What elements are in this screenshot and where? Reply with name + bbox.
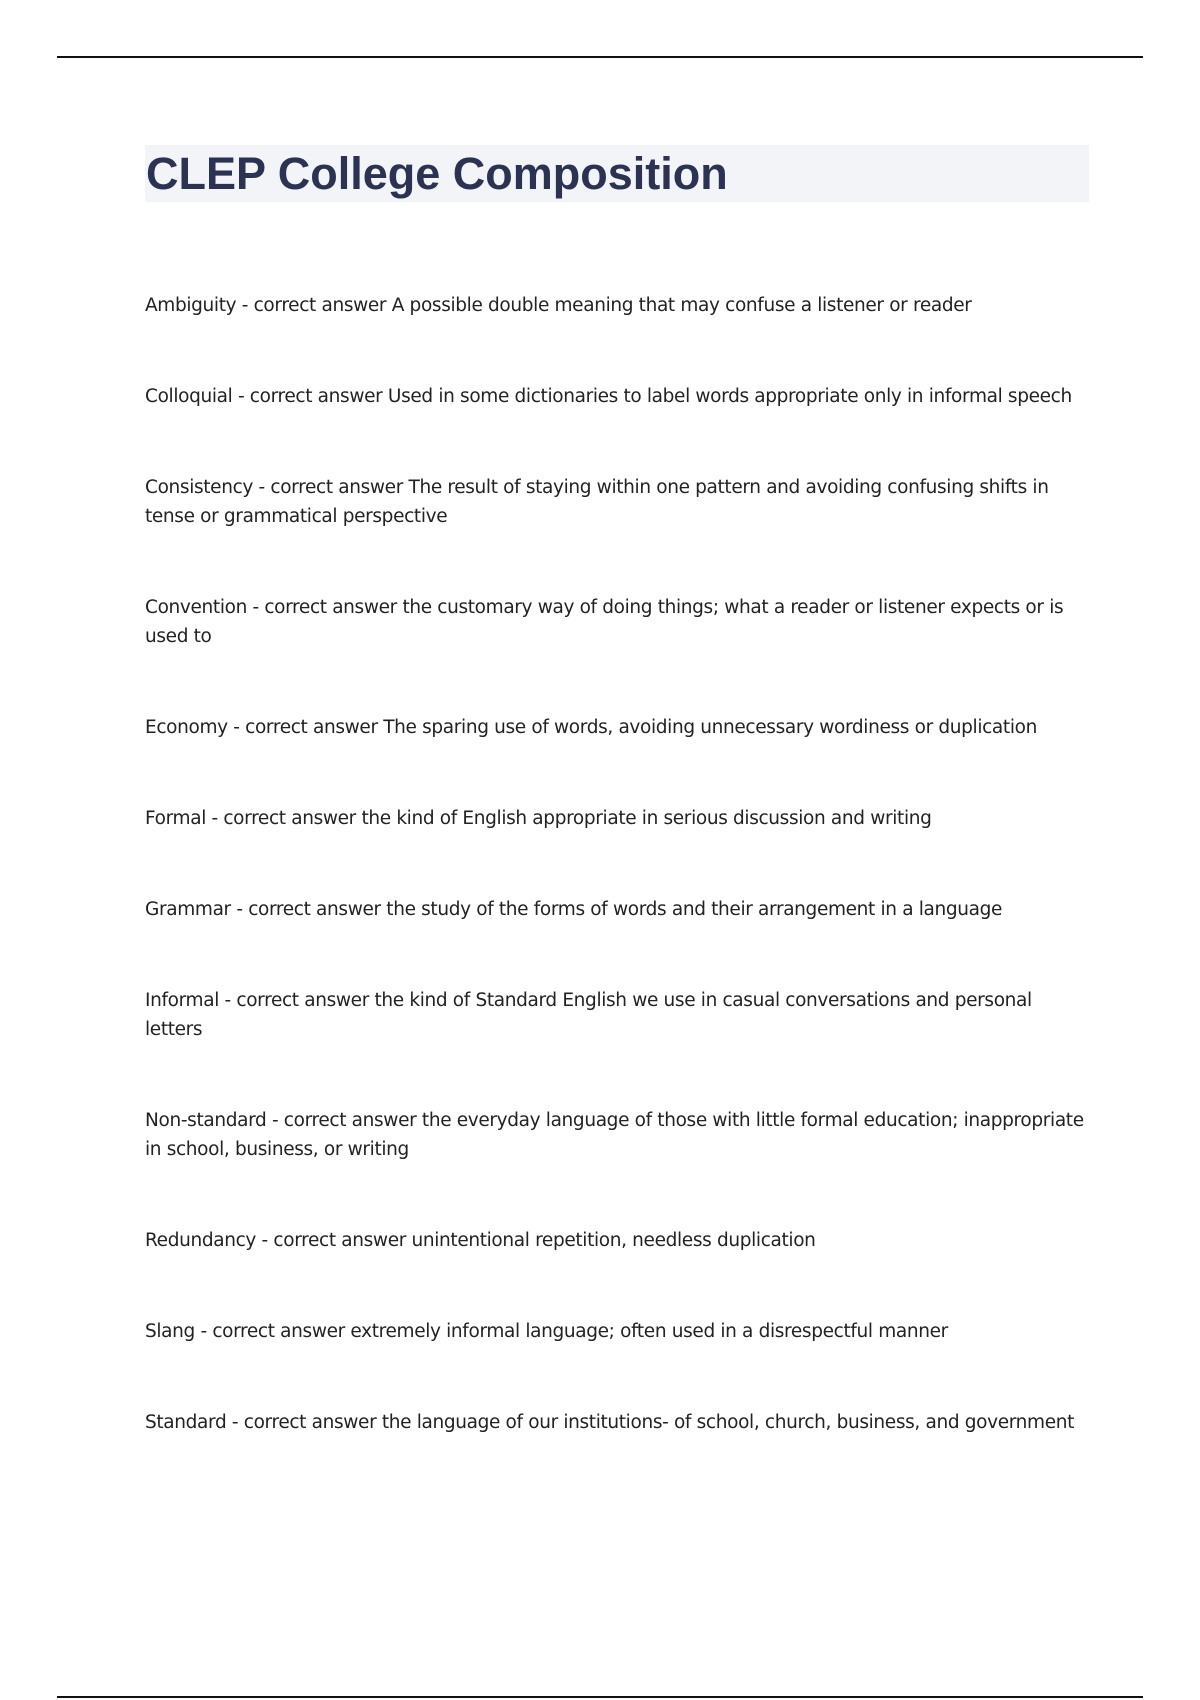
definition-entry-colloquial: Colloquial - correct answer Used in some dictionaries to label words appropriate only in informal speech — [145, 386, 1072, 407]
definition-entry-ambiguity: Ambiguity - correct answer A possible double meaning that may confuse a listener or reader — [145, 295, 972, 316]
definition-entry-standard: Standard - correct answer the language of our institutions- of school, church, business, and government — [145, 1412, 1075, 1433]
definition-entry-formal: Formal - correct answer the kind of English appropriate in serious discussion and writing — [145, 808, 932, 829]
title-banner — [145, 145, 1089, 202]
definition-entry-non-standard: Non-standard - correct answer the everyday language of those with little formal education; inappropriate in school, business, or writing — [145, 1110, 1084, 1160]
definition-entry-informal: Informal - correct answer the kind of Standard English we use in casual conversations and personal letters — [145, 990, 1032, 1040]
definition-entry-redundancy: Redundancy - correct answer unintentional repetition, needless duplication — [145, 1230, 816, 1251]
top-rule — [57, 56, 1143, 58]
page-title: CLEP College Composition — [146, 148, 728, 199]
bottom-rule — [57, 1696, 1143, 1698]
definition-entry-consistency: Consistency - correct answer The result of staying within one pattern and avoiding confusing shifts in tense or grammatical perspective — [145, 477, 1049, 527]
definition-entry-convention: Convention - correct answer the customary way of doing things; what a reader or listener expects or is used to — [145, 597, 1064, 647]
definition-entry-grammar: Grammar - correct answer the study of the forms of words and their arrangement in a language — [145, 899, 1003, 920]
definition-entry-slang: Slang - correct answer extremely informal language; often used in a disrespectful manner — [145, 1321, 948, 1342]
definition-entry-economy: Economy - correct answer The sparing use of words, avoiding unnecessary wordiness or duplication — [145, 717, 1037, 738]
